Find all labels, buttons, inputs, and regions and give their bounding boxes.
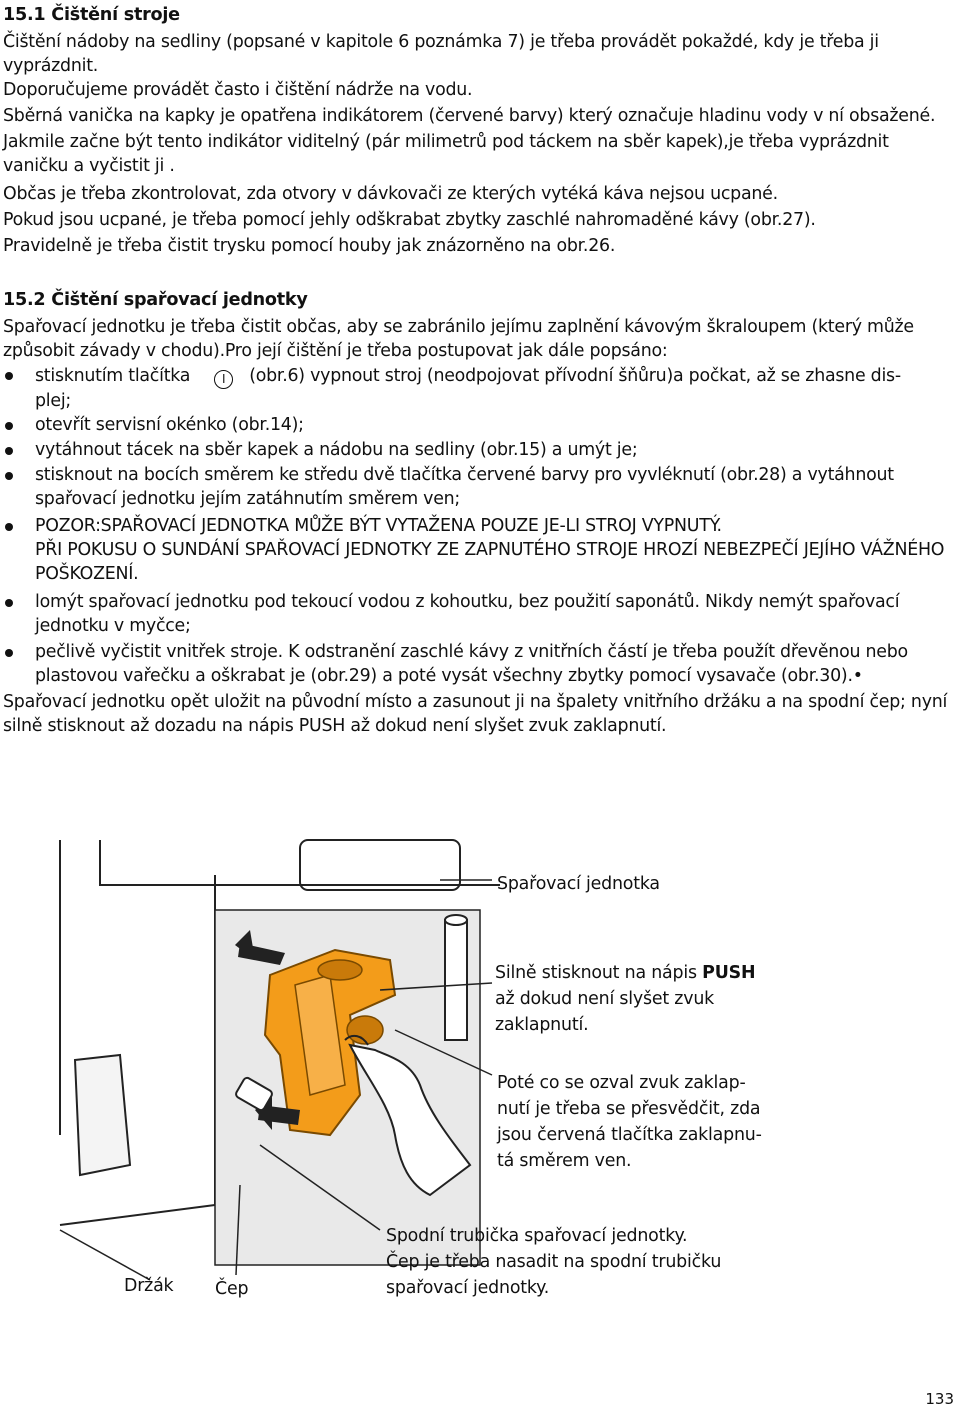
paragraph: Čištění nádoby na sedliny (popsané v kapitole 6 poznámka 7) je třeba provádět pokaždé, kdy je třeba ji vyprázdnit. bbox=[3, 32, 879, 76]
list-item: vytáhnout tácek na sběr kapek a nádobu na sedliny (obr.15) a umýt je; bbox=[35, 440, 638, 460]
section-title-cleaning: 15.1 Čištění stroje bbox=[3, 5, 180, 25]
paragraph: Jakmile začne být tento indikátor viditelný (pár milimetrů pod táckem na sběr kapek),je třeba vyprázdnit vaničku a vyčistit ji . bbox=[3, 132, 889, 176]
bullet-icon bbox=[5, 422, 13, 430]
label-push-word: PUSH bbox=[702, 963, 756, 983]
list-item bbox=[35, 364, 955, 413]
paragraph: Pravidelně je třeba čistit trysku pomocí houby jak znázorněno na obr.26. bbox=[3, 236, 616, 256]
bullet-icon bbox=[5, 372, 13, 380]
bullet-icon bbox=[5, 447, 13, 455]
paragraph: Sběrná vanička na kapky je opatřena indikátorem (červené barvy) který označuje hladinu vody v ní obsažené. bbox=[3, 106, 936, 126]
bullet-icon bbox=[5, 649, 13, 657]
list-item: lomýt spařovací jednotku pod tekoucí vodou z kohoutku, bez použití saponátů. Nikdy nemýt spařovací jednotku v myčce; bbox=[35, 592, 900, 636]
list-item-text: (obr.6) vypnout stroj (neodpojovat přívodní šňůru)a počkat, až se zhasne dis- bbox=[249, 366, 901, 386]
list-item-text: plej; bbox=[35, 391, 72, 411]
list-item: pečlivě vyčistit vnitřek stroje. K odstranění zaschlé kávy z vnitřních částí je třeba použít dřevěnou nebo plastovou vařečku a oškrabat je (obr.29) a poté vysát všechny zbytky pomocí vysavače (obr.30).• bbox=[35, 642, 908, 686]
label-check-buttons: Poté co se ozval zvuk zaklap-nutí je třeba se přesvědčit, zda jsou červená tlačítka zaklapnu-tá směrem ven. bbox=[497, 1073, 762, 1171]
page-number: 133 bbox=[925, 1390, 954, 1408]
label-lower-tube-text: Čep je třeba nasadit na spodní trubičku spařovací jednotky. bbox=[386, 1252, 722, 1298]
section2-intro: Spařovací jednotku je třeba čistit občas, aby se zabránilo jejímu zaplnění kávovým škraloupem (který může způsobit závady v chodu).Pro její čištění je třeba postupovat jak dále popsáno: bbox=[3, 317, 914, 361]
label-push-text: Silně stisknout na nápis bbox=[495, 963, 697, 983]
paragraph: Doporučujeme provádět často i čištění nádrže na vodu. bbox=[3, 80, 473, 100]
label-push bbox=[495, 960, 775, 1038]
warning-text: POZOR:SPAŘOVACÍ JEDNOTKA MŮŽE BÝT VYTAŽENA POUZE JE-LI STROJ VYPNUTÝ. bbox=[35, 516, 722, 536]
bullet-list bbox=[0, 364, 960, 744]
power-button-icon: I bbox=[214, 370, 233, 389]
list-item-text: stisknutím tlačítka bbox=[35, 366, 191, 386]
label-brew-unit: Spařovací jednotka bbox=[497, 874, 660, 894]
closing-paragraph: Spařovací jednotku opět uložit na původní místo a zasunout ji na špalety vnitřního držáku a na spodní čep; nyní silně stisknout až dozadu na nápis PUSH až dokud není slyšet zvuk zaklapnutí. bbox=[3, 692, 948, 736]
paragraph: Pokud jsou ucpané, je třeba pomocí jehly odškrabat zbytky zaschlé nahromaděné kávy (obr.27). bbox=[3, 210, 816, 230]
list-item bbox=[35, 514, 955, 586]
list-item: otevřít servisní okénko (obr.14); bbox=[35, 415, 304, 435]
label-lower-tube-text: Spodní trubička spařovací jednotky. bbox=[386, 1226, 688, 1246]
section-title-brew-unit: 15.2 Čištění spařovací jednotky bbox=[3, 290, 308, 310]
bullet-icon bbox=[5, 523, 13, 531]
section1-body bbox=[3, 30, 957, 258]
label-pin: Čep bbox=[215, 1279, 249, 1299]
bullet-icon bbox=[5, 599, 13, 607]
bullet-icon bbox=[5, 472, 13, 480]
label-lower-tube bbox=[386, 1223, 766, 1301]
paragraph: Občas je třeba zkontrolovat, zda otvory v dávkovači ze kterých vytéká káva nejsou ucpané. bbox=[3, 184, 778, 204]
label-holder: Držák bbox=[124, 1276, 174, 1296]
label-push-text: až dokud není slyšet zvuk zaklapnutí. bbox=[495, 989, 715, 1035]
warning-text: PŘI POKUSU O SUNDÁNÍ SPAŘOVACÍ JEDNOTKY ZE ZAPNUTÉHO STROJE HROZÍ NEBEZPEČÍ JEJÍHO VÁŽNÉHO POŠKOZENÍ. bbox=[35, 540, 945, 584]
list-item: stisknout na bocích směrem ke středu dvě tlačítka červené barvy pro vyvléknutí (obr.28) a vytáhnout spařovací jednotku jejím zatáhnutím směrem ven; bbox=[35, 465, 894, 509]
